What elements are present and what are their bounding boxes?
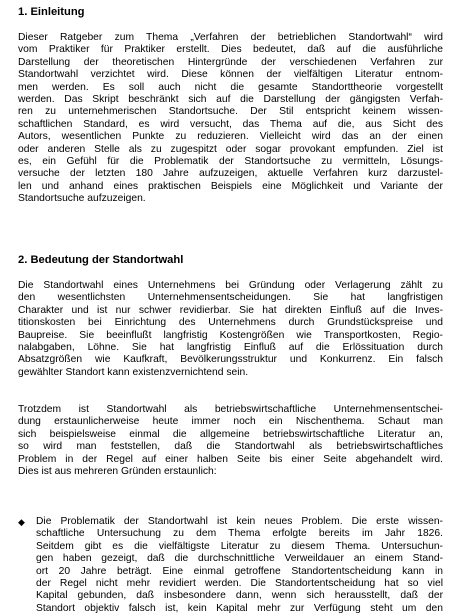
section-bedeutung	[18, 254, 443, 267]
text-line: Problem in der Regel auf einer halben Seite bis einer Seite abgehandelt wird.	[18, 453, 443, 465]
text-line: Kapital gebunden, daß insbesondere dann, wenn sich herausstellt, daß der	[36, 590, 443, 602]
text-line: ren zu unternehmerischen Standortsuche. Der Stil entspricht keinem wissen-	[18, 106, 443, 118]
text-line: Seitdem gibt es die vielfältigste Literatur zu diesem Thema. Untersuchun-	[36, 540, 443, 552]
text-line: vom Praktiker für Praktiker erstellt. Dies bedeutet, daß auf die ausführliche	[18, 44, 443, 56]
text-line: schaftlichen Standard, es wird versucht, das Thema auf die, aus Sicht des	[18, 118, 443, 130]
text-line: Die Problematik der Standortwahl ist kein neues Problem. Die erste wissen-	[36, 516, 443, 527]
text-line: titionskosten bei Einrichtung des Unternehmens durch Grundstückspreise und	[18, 317, 443, 329]
text-line: Absatzgrößen wie Kaufkraft, Bevölkerungsstruktur und Konkurrenz. Ein falsch	[18, 354, 443, 366]
section-einleitung	[18, 6, 443, 19]
text-line: versuche der letzten 180 Jahre aufzuzeigen, aktuelle Verfahren kurz darzustel-	[18, 168, 443, 180]
text-line: sich beispielsweise einmal die allgemeine betriebswirtschaftliche Literatur an,	[18, 428, 443, 440]
text-line: gewählter Standort kann existenzvernichtend sein.	[18, 366, 249, 378]
text-line: es, ein Gefühl für die Problematik der Standortsuche zu vermitteln, Lösungs-	[18, 155, 443, 167]
bullet-icon: ◆	[18, 517, 25, 527]
text-line: dung erstaunlicherweise heute immer noch ein Nischenthema. Schaut man	[18, 416, 443, 428]
text-line: Die Standortwahl eines Unternehmens bei Gründung oder Verlagerung zählt zu	[18, 280, 443, 291]
text-line: Charakter und ist nur schwer revidierbar. Sie hat direkten Einfluß auf die Inves-	[18, 304, 443, 316]
bullet-text	[36, 516, 443, 615]
text-line: der Regel nicht mehr revidiert werden. Die Standortentscheidung hat so viel	[36, 577, 443, 589]
text-line: schaftliche Untersuchung zu dem Thema erfolgte bereits im Jahr 1826.	[36, 528, 443, 540]
text-line: Standort objektiv falsch ist, kein Kapital mehr zur Verfügung steht um den	[36, 602, 443, 614]
text-line: gen haben gezeigt, daß die durchschnittliche Verweildauer an einem Stand-	[36, 553, 443, 565]
text-line: Baupreise. Sie beeinflußt langfristig Kostengrößen wie Transportkosten, Regio-	[18, 329, 443, 341]
text-line: Autors, wesentlichen Punkte zu reduzieren. Vielleicht wird das an der einen	[18, 131, 443, 143]
text-line: Dies ist aus mehreren Gründen erstaunlich:	[18, 465, 217, 477]
section-heading: 1. Einleitung	[18, 6, 85, 18]
text-line: so wird man feststellen, daß die Standortwahl als betriebswirtschaftliches	[18, 441, 443, 453]
text-line: ort 20 Jahre beträgt. Eine einmal getroffene Standortentscheidung kann in	[36, 565, 443, 577]
text-line: den wesentlichsten Unternehmensentscheidungen. Sie hat langfristigen	[18, 292, 443, 304]
text-line: Dieser Ratgeber zum Thema „Verfahren der betrieblichen Standortwahl“ wird	[18, 32, 443, 43]
paragraph-bedeutung-2	[18, 404, 443, 478]
text-line: Standortsuche aufzuzeigen.	[18, 193, 146, 205]
text-line: nalabgaben, Löhne. Sie hat langfristig Einfluß auf die Erlössituation durch	[18, 341, 443, 353]
text-line: men werden. Es soll auch nicht die gesamte Standorttheorie vorgestellt	[18, 81, 443, 93]
paragraph-einleitung	[18, 32, 443, 205]
section-heading: 2. Bedeutung der Standortwahl	[18, 254, 184, 266]
text-line: len und anhand eines praktischen Beispiels eine Möglichkeit und Variante der	[18, 180, 443, 192]
text-line: Trotzdem ist Standortwahl als betriebswirtschaftliche Unternehmensentschei-	[18, 404, 443, 415]
text-line: Darstellung der theoretischen Hintergründe der verschiedenen Verfahren zur	[18, 56, 443, 68]
text-line: Standortwahl verzichtet wird. Diese können der vielfältigen Literatur entnom-	[18, 69, 443, 81]
text-line: werden. Das Skript beschränkt sich auf die Darstellung der gängigsten Verfah-	[18, 93, 443, 105]
text-line: oder anderen Stelle als zu zugespitzt oder sogar provokant empfunden. Ziel ist	[18, 143, 443, 155]
paragraph-bedeutung-1	[18, 280, 443, 379]
